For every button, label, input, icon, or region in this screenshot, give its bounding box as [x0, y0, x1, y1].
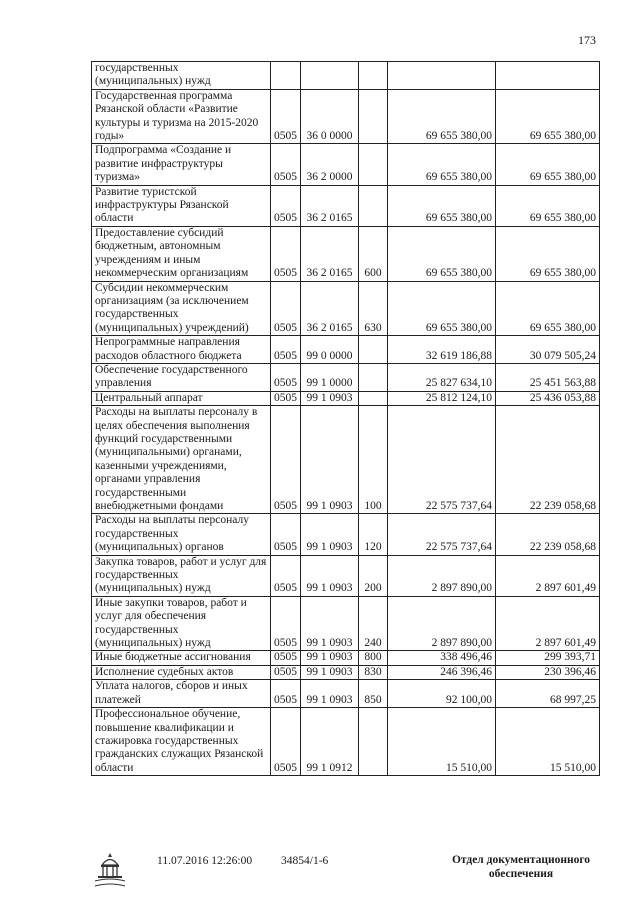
section-name-cell: Предоставление субсидий бюджетным, автономным учреждениям и иным некоммерческим организациям [92, 226, 271, 281]
table-row [92, 514, 600, 555]
section-code-cell: 0505 [271, 391, 301, 405]
amount-executed-cell: 69 655 380,00 [496, 185, 600, 226]
footer-datetime: 11.07.2016 12:26:00 [157, 855, 253, 867]
amount-approved-cell: 2 897 890,00 [388, 596, 496, 651]
expense-type-cell: 830 [359, 665, 388, 679]
amount-executed-cell: 25 436 053,88 [496, 391, 600, 405]
table-row [92, 226, 600, 281]
footer-department: Отдел документационного обеспечения [451, 854, 591, 880]
table-row [92, 144, 600, 185]
amount-approved-cell: 69 655 380,00 [388, 226, 496, 281]
table-row [92, 185, 600, 226]
amount-executed-cell: 69 655 380,00 [496, 89, 600, 144]
amount-executed-cell: 22 239 058,68 [496, 406, 600, 514]
article-code-cell: 99 1 0903 [301, 406, 359, 514]
section-name-cell: Подпрограмма «Создание и развитие инфраструктуры туризма» [92, 144, 271, 185]
amount-approved-cell: 69 655 380,00 [388, 185, 496, 226]
budget-table-body [92, 62, 600, 776]
table-row [92, 281, 600, 336]
expense-type-cell: 100 [359, 406, 388, 514]
section-code-cell: 0505 [271, 89, 301, 144]
table-row [92, 406, 600, 514]
table-row [92, 336, 600, 364]
amount-approved-cell: 69 655 380,00 [388, 144, 496, 185]
article-code-cell: 36 0 0000 [301, 89, 359, 144]
section-name-cell: Расходы на выплаты персоналу государственных (муниципальных) органов [92, 514, 271, 555]
expense-type-cell: 200 [359, 555, 388, 596]
section-name-cell: Исполнение судебных актов [92, 665, 271, 679]
table-row [92, 651, 600, 665]
expense-type-cell: 120 [359, 514, 388, 555]
section-code-cell: 0505 [271, 596, 301, 651]
article-code-cell [301, 62, 359, 90]
article-code-cell: 99 0 0000 [301, 336, 359, 364]
expense-type-cell [359, 336, 388, 364]
article-code-cell: 36 2 0165 [301, 226, 359, 281]
section-code-cell: 0505 [271, 281, 301, 336]
section-name-cell: Обеспечение государственного управления [92, 363, 271, 391]
amount-executed-cell: 22 239 058,68 [496, 514, 600, 555]
table-row [92, 363, 600, 391]
amount-executed-cell: 69 655 380,00 [496, 144, 600, 185]
amount-approved-cell: 338 496,46 [388, 651, 496, 665]
footer-doc-number: 34854/1-6 [281, 855, 329, 867]
article-code-cell: 99 1 0903 [301, 514, 359, 555]
article-code-cell: 99 1 0903 [301, 651, 359, 665]
amount-approved-cell: 2 897 890,00 [388, 555, 496, 596]
expense-type-cell: 600 [359, 226, 388, 281]
expense-type-cell [359, 708, 388, 776]
section-code-cell: 0505 [271, 226, 301, 281]
page-number: 173 [578, 33, 596, 47]
table-row [92, 708, 600, 776]
expense-type-cell [359, 89, 388, 144]
section-name-cell: Профессиональное обучение, повышение квалификации и стажировка государственных гражданских служащих Рязанской области [92, 708, 271, 776]
amount-executed-cell: 68 997,25 [496, 680, 600, 708]
table-row [92, 391, 600, 405]
table-row [92, 596, 600, 651]
section-code-cell [271, 62, 301, 90]
section-name-cell: Закупка товаров, работ и услуг для государственных (муниципальных) нужд [92, 555, 271, 596]
table-row [92, 555, 600, 596]
expense-type-cell [359, 62, 388, 90]
article-code-cell: 99 1 0912 [301, 708, 359, 776]
expense-type-cell: 630 [359, 281, 388, 336]
article-code-cell: 36 2 0165 [301, 281, 359, 336]
article-code-cell: 99 1 0903 [301, 391, 359, 405]
article-code-cell: 36 2 0000 [301, 144, 359, 185]
amount-executed-cell: 15 510,00 [496, 708, 600, 776]
amount-executed-cell: 69 655 380,00 [496, 226, 600, 281]
section-name-cell: Иные бюджетные ассигнования [92, 651, 271, 665]
section-name-cell: Развитие туристской инфраструктуры Рязанской области [92, 185, 271, 226]
duma-building-emblem-icon [92, 851, 128, 889]
amount-executed-cell: 2 897 601,49 [496, 555, 600, 596]
table-row [92, 680, 600, 708]
amount-approved-cell: 69 655 380,00 [388, 89, 496, 144]
section-name-cell: Центральный аппарат [92, 391, 271, 405]
amount-executed-cell: 69 655 380,00 [496, 281, 600, 336]
section-name-cell: Расходы на выплаты персоналу в целях обеспечения выполнения функций государственными (муниципальными) органами, казенными учреждениями, органами управления государственными внебюджетными фондами [92, 406, 271, 514]
section-name-cell: Непрограммные направления расходов областного бюджета [92, 336, 271, 364]
section-code-cell: 0505 [271, 144, 301, 185]
section-code-cell: 0505 [271, 651, 301, 665]
article-code-cell: 99 1 0903 [301, 665, 359, 679]
section-code-cell: 0505 [271, 406, 301, 514]
expense-type-cell [359, 363, 388, 391]
table-row [92, 89, 600, 144]
article-code-cell: 99 1 0903 [301, 555, 359, 596]
amount-approved-cell: 22 575 737,64 [388, 514, 496, 555]
page-footer [0, 851, 640, 901]
amount-approved-cell [388, 62, 496, 90]
amount-approved-cell: 92 100,00 [388, 680, 496, 708]
amount-executed-cell [496, 62, 600, 90]
section-code-cell: 0505 [271, 680, 301, 708]
expense-type-cell: 850 [359, 680, 388, 708]
amount-approved-cell: 25 827 634,10 [388, 363, 496, 391]
budget-table [91, 61, 600, 776]
section-code-cell: 0505 [271, 708, 301, 776]
amount-approved-cell: 32 619 186,88 [388, 336, 496, 364]
amount-executed-cell: 25 451 563,88 [496, 363, 600, 391]
section-code-cell: 0505 [271, 185, 301, 226]
section-name-cell: Государственная программа Рязанской области «Развитие культуры и туризма на 2015-2020 годы» [92, 89, 271, 144]
expense-type-cell [359, 391, 388, 405]
amount-executed-cell: 299 393,71 [496, 651, 600, 665]
section-code-cell: 0505 [271, 555, 301, 596]
expense-type-cell: 800 [359, 651, 388, 665]
section-name-cell: государственных (муниципальных) нужд [92, 62, 271, 90]
amount-approved-cell: 22 575 737,64 [388, 406, 496, 514]
article-code-cell: 36 2 0165 [301, 185, 359, 226]
amount-approved-cell: 15 510,00 [388, 708, 496, 776]
section-code-cell: 0505 [271, 363, 301, 391]
section-name-cell: Уплата налогов, сборов и иных платежей [92, 680, 271, 708]
expense-type-cell: 240 [359, 596, 388, 651]
article-code-cell: 99 1 0000 [301, 363, 359, 391]
table-row [92, 62, 600, 90]
section-code-cell: 0505 [271, 514, 301, 555]
amount-executed-cell: 30 079 505,24 [496, 336, 600, 364]
article-code-cell: 99 1 0903 [301, 680, 359, 708]
expense-type-cell [359, 144, 388, 185]
amount-executed-cell: 230 396,46 [496, 665, 600, 679]
section-code-cell: 0505 [271, 336, 301, 364]
section-code-cell: 0505 [271, 665, 301, 679]
article-code-cell: 99 1 0903 [301, 596, 359, 651]
amount-approved-cell: 246 396,46 [388, 665, 496, 679]
table-row [92, 665, 600, 679]
section-name-cell: Иные закупки товаров, работ и услуг для обеспечения государственных (муниципальных) нужд [92, 596, 271, 651]
section-name-cell: Субсидии некоммерческим организациям (за исключением государственных (муниципальных) учреждений) [92, 281, 271, 336]
amount-approved-cell: 25 812 124,10 [388, 391, 496, 405]
amount-approved-cell: 69 655 380,00 [388, 281, 496, 336]
amount-executed-cell: 2 897 601,49 [496, 596, 600, 651]
expense-type-cell [359, 185, 388, 226]
